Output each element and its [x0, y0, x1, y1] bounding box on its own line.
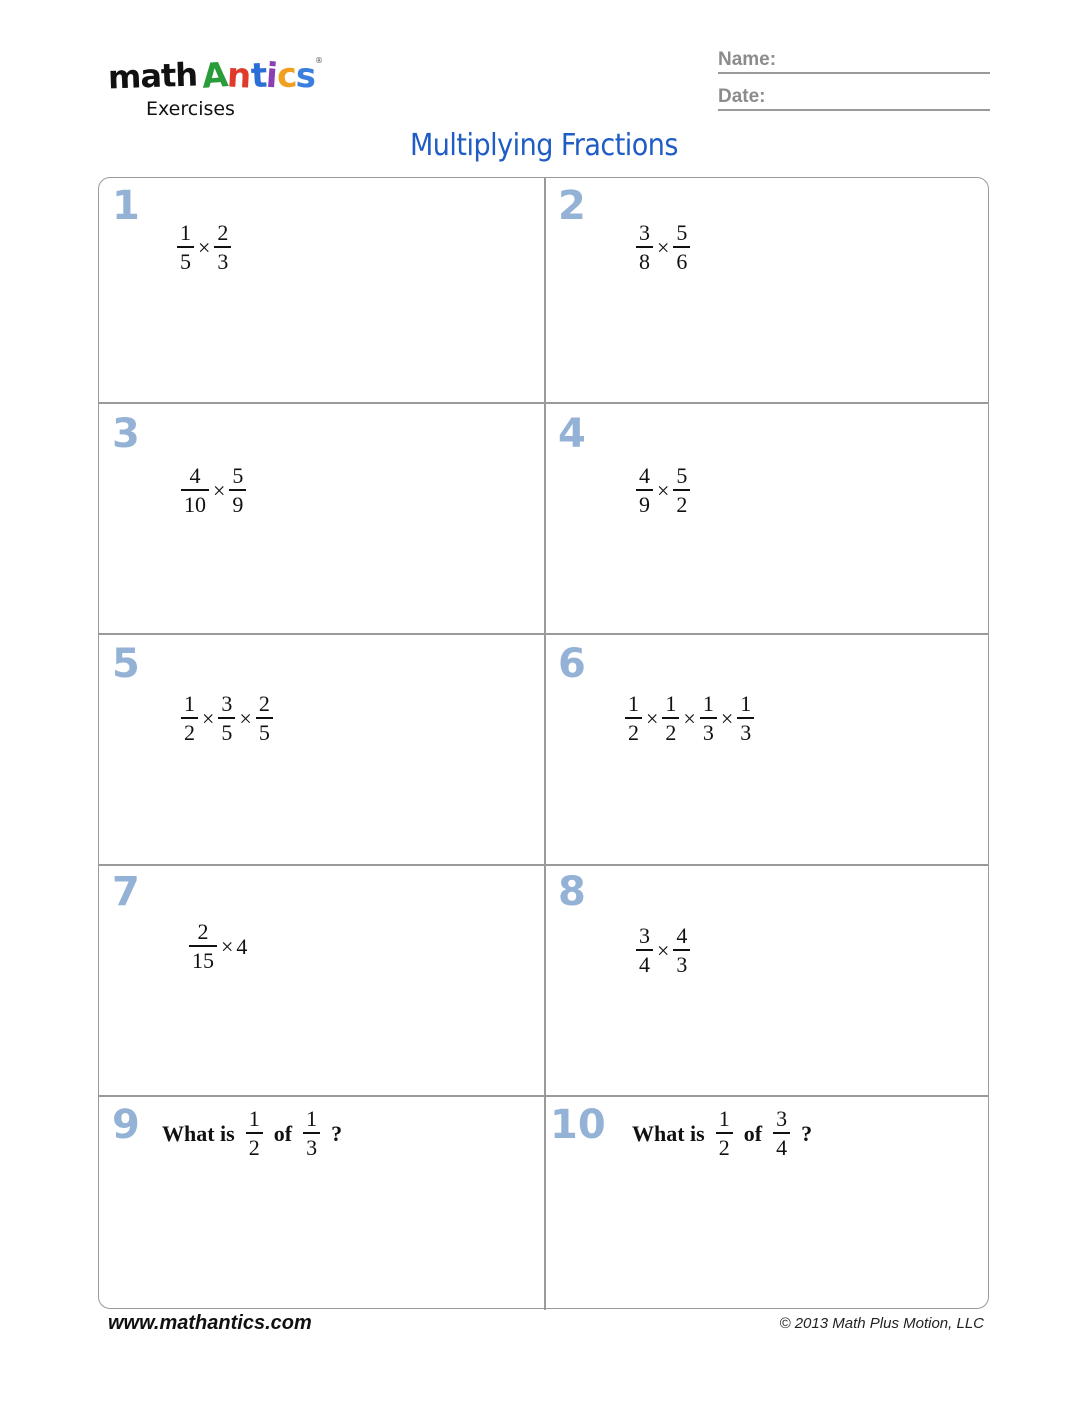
fraction: [700, 693, 717, 744]
multiply-sign: ×: [683, 705, 696, 731]
denominator: 8: [636, 246, 653, 273]
numerator: 4: [639, 463, 650, 488]
question-prefix: What is: [162, 1120, 235, 1146]
numerator: 1: [718, 1106, 730, 1131]
copyright-notice: © 2013 Math Plus Motion, LLC: [779, 1315, 984, 1332]
multiply-sign: ×: [657, 477, 670, 503]
logo-letter: n: [226, 55, 252, 97]
fraction: [636, 465, 653, 516]
denominator: 5: [218, 717, 235, 744]
numerator: 3: [639, 220, 650, 245]
numerator: 2: [258, 691, 270, 716]
problem-number: 9: [112, 1102, 140, 1148]
numerator: 2: [197, 919, 209, 944]
fraction: [214, 222, 231, 273]
logo-letter: s: [294, 55, 317, 97]
multiply-sign: ×: [221, 933, 234, 959]
denominator: 2: [662, 717, 679, 744]
logo-letter: c: [275, 55, 298, 97]
problem-9-expression: [162, 1108, 352, 1159]
fraction: [256, 693, 273, 744]
denominator: 6: [673, 246, 690, 273]
problem-number: 5: [112, 641, 140, 687]
question-mark: ?: [331, 1120, 343, 1146]
fraction: [716, 1108, 733, 1159]
numerator: 1: [665, 691, 677, 716]
problem-number: 1: [112, 183, 140, 229]
denominator: 2: [246, 1132, 263, 1159]
denominator: 15: [189, 945, 217, 972]
question-prefix: What is: [632, 1120, 705, 1146]
numerator: 3: [776, 1106, 788, 1131]
multiply-sign: ×: [646, 705, 659, 731]
fraction: [737, 693, 754, 744]
problem-6-expression: [624, 693, 755, 744]
numerator: 1: [702, 691, 714, 716]
multiply-sign: ×: [720, 705, 734, 731]
fraction: [636, 925, 653, 976]
numerator: 5: [232, 463, 244, 488]
website-link[interactable]: www.mathantics.com: [108, 1312, 312, 1334]
problem-number: 8: [558, 869, 586, 915]
grid-divider-horizontal: [99, 402, 989, 404]
multiply-sign: ×: [239, 705, 252, 731]
grid-divider-vertical: [544, 177, 546, 1310]
numerator: 4: [189, 463, 201, 488]
problem-number: 7: [112, 869, 140, 915]
fraction: [773, 1108, 790, 1159]
problem-number: 2: [558, 183, 586, 229]
numerator: 5: [676, 463, 688, 488]
date-field[interactable]: [718, 86, 990, 111]
multiply-sign: ×: [202, 705, 215, 731]
fraction: [625, 693, 642, 744]
registered-mark: ®: [314, 56, 323, 65]
numerator: 1: [740, 691, 752, 716]
fraction: [303, 1108, 320, 1159]
denominator: 2: [181, 717, 198, 744]
multiply-sign: ×: [657, 937, 670, 963]
fraction: [177, 222, 194, 273]
fraction: [673, 925, 690, 976]
logo-antics-text: [202, 56, 315, 96]
name-label: Name:: [718, 49, 777, 70]
fraction: [181, 693, 198, 744]
denominator: 10: [181, 489, 209, 516]
fraction: [246, 1108, 263, 1159]
numerator: 1: [180, 220, 191, 245]
denominator: 3: [303, 1132, 320, 1159]
fraction: [189, 921, 217, 972]
fraction: [181, 465, 209, 516]
numerator: 3: [639, 923, 650, 948]
denominator: 3: [737, 717, 754, 744]
question-of: of: [273, 1120, 293, 1146]
name-field[interactable]: [718, 49, 990, 74]
logo-letter: t: [249, 55, 267, 97]
logo-math-text: math: [107, 55, 198, 97]
problem-4-expression: [635, 465, 691, 516]
fraction: [673, 465, 690, 516]
logo-letter: A: [200, 55, 229, 97]
date-label: Date:: [718, 86, 766, 107]
numerator: 1: [184, 691, 195, 716]
grid-divider-horizontal: [99, 633, 989, 635]
fraction: [229, 465, 246, 516]
problem-7-expression: [188, 921, 247, 972]
problem-2-expression: [635, 222, 691, 273]
multiply-sign: ×: [213, 477, 226, 503]
numerator: 3: [221, 691, 233, 716]
question-of: of: [743, 1120, 763, 1146]
multiply-sign: ×: [198, 234, 211, 260]
problem-number: 3: [112, 411, 140, 457]
problem-5-expression: [180, 693, 274, 744]
fraction: [662, 693, 679, 744]
grid-divider-horizontal: [99, 864, 989, 866]
denominator: 5: [177, 246, 194, 273]
whole-number: 4: [236, 933, 248, 959]
problem-number: 10: [550, 1102, 606, 1148]
problem-1-expression: [176, 222, 232, 273]
problem-3-expression: [180, 465, 247, 516]
numerator: 1: [248, 1106, 260, 1131]
fraction: [218, 693, 235, 744]
grid-divider-horizontal: [99, 1095, 989, 1097]
denominator: 9: [636, 489, 653, 516]
problem-10-expression: [632, 1108, 822, 1159]
problem-number: 6: [558, 641, 586, 687]
denominator: 3: [214, 246, 231, 273]
denominator: 4: [773, 1132, 790, 1159]
logo-letter: i: [264, 55, 278, 97]
denominator: 5: [256, 717, 273, 744]
fraction: [673, 222, 690, 273]
denominator: 2: [716, 1132, 733, 1159]
denominator: 2: [673, 489, 690, 516]
numerator: 1: [628, 691, 639, 716]
logo-subtitle: Exercises: [146, 98, 235, 120]
numerator: 5: [676, 220, 688, 245]
denominator: 4: [636, 949, 653, 976]
fraction: [636, 222, 653, 273]
denominator: 9: [229, 489, 246, 516]
problem-8-expression: [635, 925, 691, 976]
problem-number: 4: [558, 411, 586, 457]
denominator: 2: [625, 717, 642, 744]
multiply-sign: ×: [657, 234, 670, 260]
denominator: 3: [700, 717, 717, 744]
worksheet-title: Multiplying Fractions: [410, 128, 678, 163]
question-mark: ?: [801, 1120, 813, 1146]
math-antics-logo: [107, 55, 323, 120]
numerator: 4: [676, 923, 688, 948]
numerator: 2: [217, 220, 229, 245]
numerator: 1: [306, 1106, 318, 1131]
denominator: 3: [673, 949, 690, 976]
